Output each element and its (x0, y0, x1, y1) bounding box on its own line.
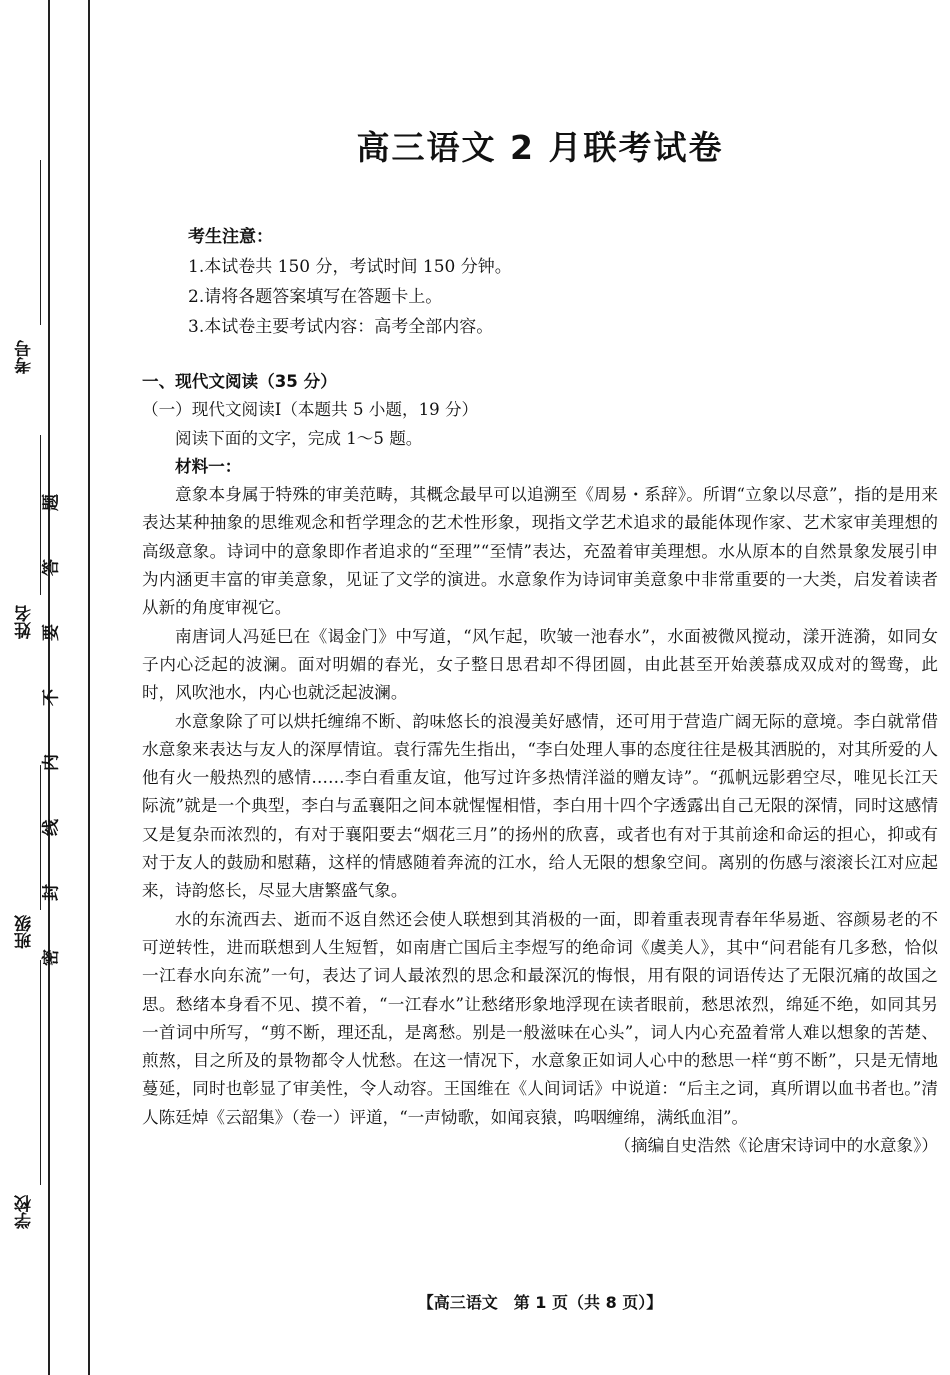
page-title: 高三语文 2 月联考试卷 (356, 128, 724, 167)
section-instruction: 阅读下面的文字，完成 1～5 题。 (175, 428, 423, 448)
name-label: 姓名 (15, 605, 35, 639)
exam-no-label: 考号 (15, 340, 35, 374)
school-field (12, 1195, 46, 1229)
exam-notice (188, 222, 512, 342)
school-blank[interactable] (40, 960, 41, 1185)
paragraph: 水的东流西去、逝而不返自然还会使人联想到其消极的一面，即着重表现青春年华易逝、容颜易老的不可逆转性，进而联想到人生短暂，如南唐亡国后主李煜写的绝命词《虞美人》，其中“问君能有几多愁，恰似一江春水向东流”一句，表达了词人最浓烈的思念和最深沉的悔恨，用有限的词语传达了无限沉痛的故国之思。愁绪本身看不见、摸不着，“一江春水”让愁绪形象地浮现在读者眼前，愁思浓烈，绵延不绝，如同其另一首词中所写，“剪不断，理还乱，是离愁。别是一般滋味在心头”，词人内心充盈着常人难以想象的苦楚、煎熬，目之所及的景物都令人忧愁。在这一情况下，水意象正如词人心中的愁思一样“剪不断”，只是无情地蔓延，同时也彰显了审美性，令人动容。王国维在《人间词话》中说道：“后主之词，真所谓以血书者也。”清人陈廷焯《云韶集》（卷一）评道，“一声恸歌，如闻哀猿，呜咽缠绵，满纸血泪”。 (142, 909, 938, 1127)
seal-char: 密 (41, 949, 62, 966)
exam-no-blank[interactable] (40, 160, 41, 325)
paragraph: 水意象除了可以烘托缠绵不断、韵味悠长的浪漫美好感情，还可用于营造广阔无际的意境。李白就常借水意象来表达与友人的深厚情谊。袁行霈先生指出，“李白处理人事的态度往往是极其洒脱的，对其所爱的人他有火一般热烈的感情……李白看重友谊，他写过许多热情洋溢的赠友诗”。“孤帆远影碧空尽，唯见长江天际流”就是一个典型，李白与孟襄阳之间本就惺惺相惜，李白用十四个字透露出自己无限的深情，同时这感情又是复杂而浓烈的，有对于襄阳要去“烟花三月”的扬州的欣喜，或者也有对于其前途和命运的担心，抑或有对于友人的鼓励和慰藉，这样的情感随着奔流的江水，给人无限的想象空间。离别的伤感与滚滚长江对应起来，诗韵悠长，尽显大唐繁盛气象。 (142, 711, 938, 901)
paragraph: 南唐词人冯延巳在《谒金门》中写道，“风乍起，吹皱一池春水”，水面被微风搅动，漾开涟漪，如同女子内心泛起的波澜。面对明媚的春光，女子整日思君却不得团圆，由此甚至开始羡慕成双成对的鸳鸯，此时，风吹池水，内心也就泛起波澜。 (142, 626, 938, 703)
seal-char: 答 (41, 559, 62, 576)
seal-line-notice (41, 470, 84, 990)
school-label: 学校 (15, 1195, 35, 1229)
reading-section (142, 368, 938, 1160)
binding-margin (0, 0, 100, 1375)
seal-char: 封 (41, 884, 62, 901)
section-heading: 一、现代文阅读（35 分） (142, 372, 337, 391)
material-label: 材料一： (175, 456, 242, 476)
paragraph: 意象本身属于特殊的审美范畴，其概念最早可以追溯至《周易・系辞》。所谓“立象以尽意”，指的是用来表达某种抽象的思维观念和哲学理念的艺术性形象，现指文学艺术追求的最能体现作家、艺术家审美理想的高级意象。诗词中的意象即作者追求的“至理”“至情”表达，充盈着审美理想。水从原本的自然景象发展引申为内涵更丰富的审美意象，见证了文学的演进。水意象作为诗词审美意象中非常重要的一大类，启发着读者从新的角度审视它。 (142, 485, 938, 618)
seal-char: 线 (41, 819, 62, 836)
seal-char: 要 (41, 624, 62, 641)
page-footer: 【高三语文 第 1 页（共 8 页）】 (417, 1293, 663, 1312)
exam-no-field (12, 340, 46, 374)
notice-heading: 考生注意： (188, 227, 273, 247)
notice-item: 1.本试卷共 150 分，考试时间 150 分钟。 (188, 257, 512, 277)
class-label: 班级 (15, 915, 35, 949)
notice-item: 3.本试卷主要考试内容：高考全部内容。 (188, 317, 494, 337)
seal-char: 不 (41, 689, 62, 706)
notice-item: 2.请将各题答案填写在答题卡上。 (188, 287, 443, 307)
section-subheading: （一）现代文阅读Ⅰ（本题共 5 小题，19 分） (142, 400, 479, 420)
seal-char: 题 (41, 494, 62, 511)
source-citation: （摘编自史浩然《论唐宋诗词中的水意象》） (614, 1136, 938, 1156)
seal-char: 内 (41, 754, 62, 771)
